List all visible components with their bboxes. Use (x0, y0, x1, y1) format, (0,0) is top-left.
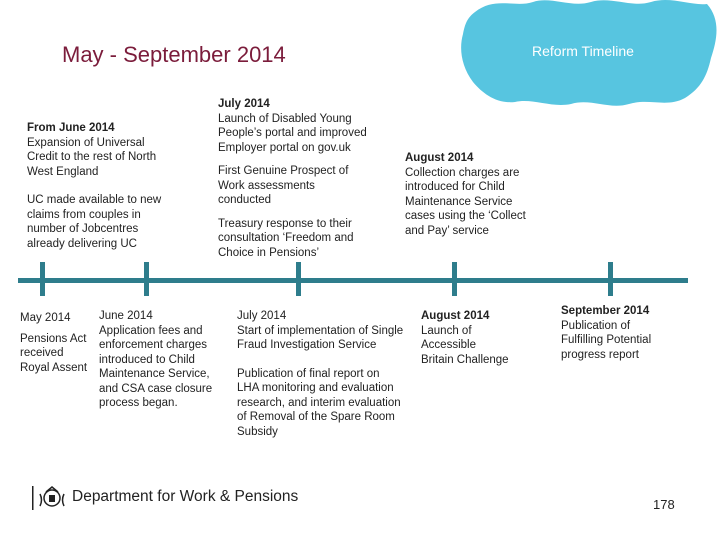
event-line: Fulfilling Potential (561, 334, 652, 346)
event-line: research, and interim evaluation (237, 396, 401, 409)
event-heading: August 2014 (405, 152, 474, 164)
event-line: claims from couples in (27, 208, 141, 221)
event-line: Launch of (421, 324, 472, 337)
event-heading: From June 2014 (27, 122, 115, 134)
event-line: Maintenance Service, (99, 368, 210, 380)
timeline-tick-august (452, 262, 457, 296)
page-title: May - September 2014 (62, 42, 286, 67)
event-line: Pensions Act (20, 332, 87, 345)
event-line: UC made available to new (27, 194, 162, 206)
event-line: introduced for Child (405, 181, 505, 193)
event-heading: June 2014 (99, 310, 153, 322)
event-line: Expansion of Universal (27, 136, 145, 149)
event-august-above (405, 151, 555, 238)
event-line: Royal Assent (20, 361, 88, 374)
page-number: 178 (653, 497, 675, 512)
event-line: Start of implementation of Single (237, 324, 404, 337)
event-line: Application fees and (99, 324, 203, 337)
event-september-below (561, 304, 681, 362)
timeline-tick-june (144, 262, 149, 296)
event-line: received (20, 347, 64, 359)
event-may-below (20, 311, 100, 375)
event-line: Maintenance Service (405, 195, 513, 208)
event-line: Credit to the rest of North (27, 151, 157, 163)
event-line: Accessible (421, 339, 476, 351)
event-line: Britain Challenge (421, 353, 509, 366)
event-line: progress report (561, 348, 639, 361)
event-line: Publication of final report on (237, 367, 380, 380)
crest-icon (30, 484, 70, 512)
event-heading: August 2014 (421, 310, 490, 322)
event-line: West England (27, 165, 99, 178)
event-line: process began. (99, 397, 178, 409)
event-line: and CSA case closure (99, 382, 213, 395)
event-august-below (421, 309, 531, 367)
event-line: Treasury response to their (218, 217, 352, 230)
event-line: conducted (218, 194, 272, 206)
event-line: Launch of Disabled Young (218, 112, 352, 125)
event-line: Choice in Pensions’ (218, 246, 320, 259)
event-line: already delivering UC (27, 237, 137, 250)
event-heading: July 2014 (237, 310, 287, 322)
event-line: cases using the ‘Collect (405, 210, 526, 222)
timeline-line (18, 278, 688, 283)
event-july-above (218, 97, 398, 260)
timeline-tick-july (296, 262, 301, 296)
badge-label: Reform Timeline (532, 43, 634, 59)
department-logo-text: Department for Work & Pensions (72, 488, 299, 505)
event-line: number of Jobcentres (27, 223, 139, 235)
event-heading: September 2014 (561, 305, 650, 317)
event-line: Employer portal on gov.uk (218, 141, 351, 154)
timeline-tick-may (40, 262, 45, 296)
event-line: introduced to Child (99, 353, 195, 366)
event-line: People’s portal and improved (218, 127, 367, 139)
event-july-below (237, 309, 427, 439)
event-line: Work assessments (218, 179, 315, 192)
event-line: consultation ‘Freedom and (218, 232, 354, 244)
event-line: and Pay’ service (405, 224, 489, 237)
event-line: of Removal of the Spare Room (237, 411, 395, 423)
event-line: Collection charges are (405, 166, 520, 179)
event-line: Subsidy (237, 425, 278, 438)
event-june-above (27, 121, 187, 251)
event-line: First Genuine Prospect of (218, 165, 349, 177)
event-june-below (99, 309, 229, 411)
timeline-tick-september (608, 262, 613, 296)
event-heading: July 2014 (218, 98, 270, 110)
event-heading: May 2014 (20, 312, 71, 324)
event-line: Fraud Investigation Service (237, 339, 377, 351)
event-line: LHA monitoring and evaluation (237, 382, 394, 394)
event-line: Publication of (561, 319, 631, 332)
event-line: enforcement charges (99, 339, 208, 351)
